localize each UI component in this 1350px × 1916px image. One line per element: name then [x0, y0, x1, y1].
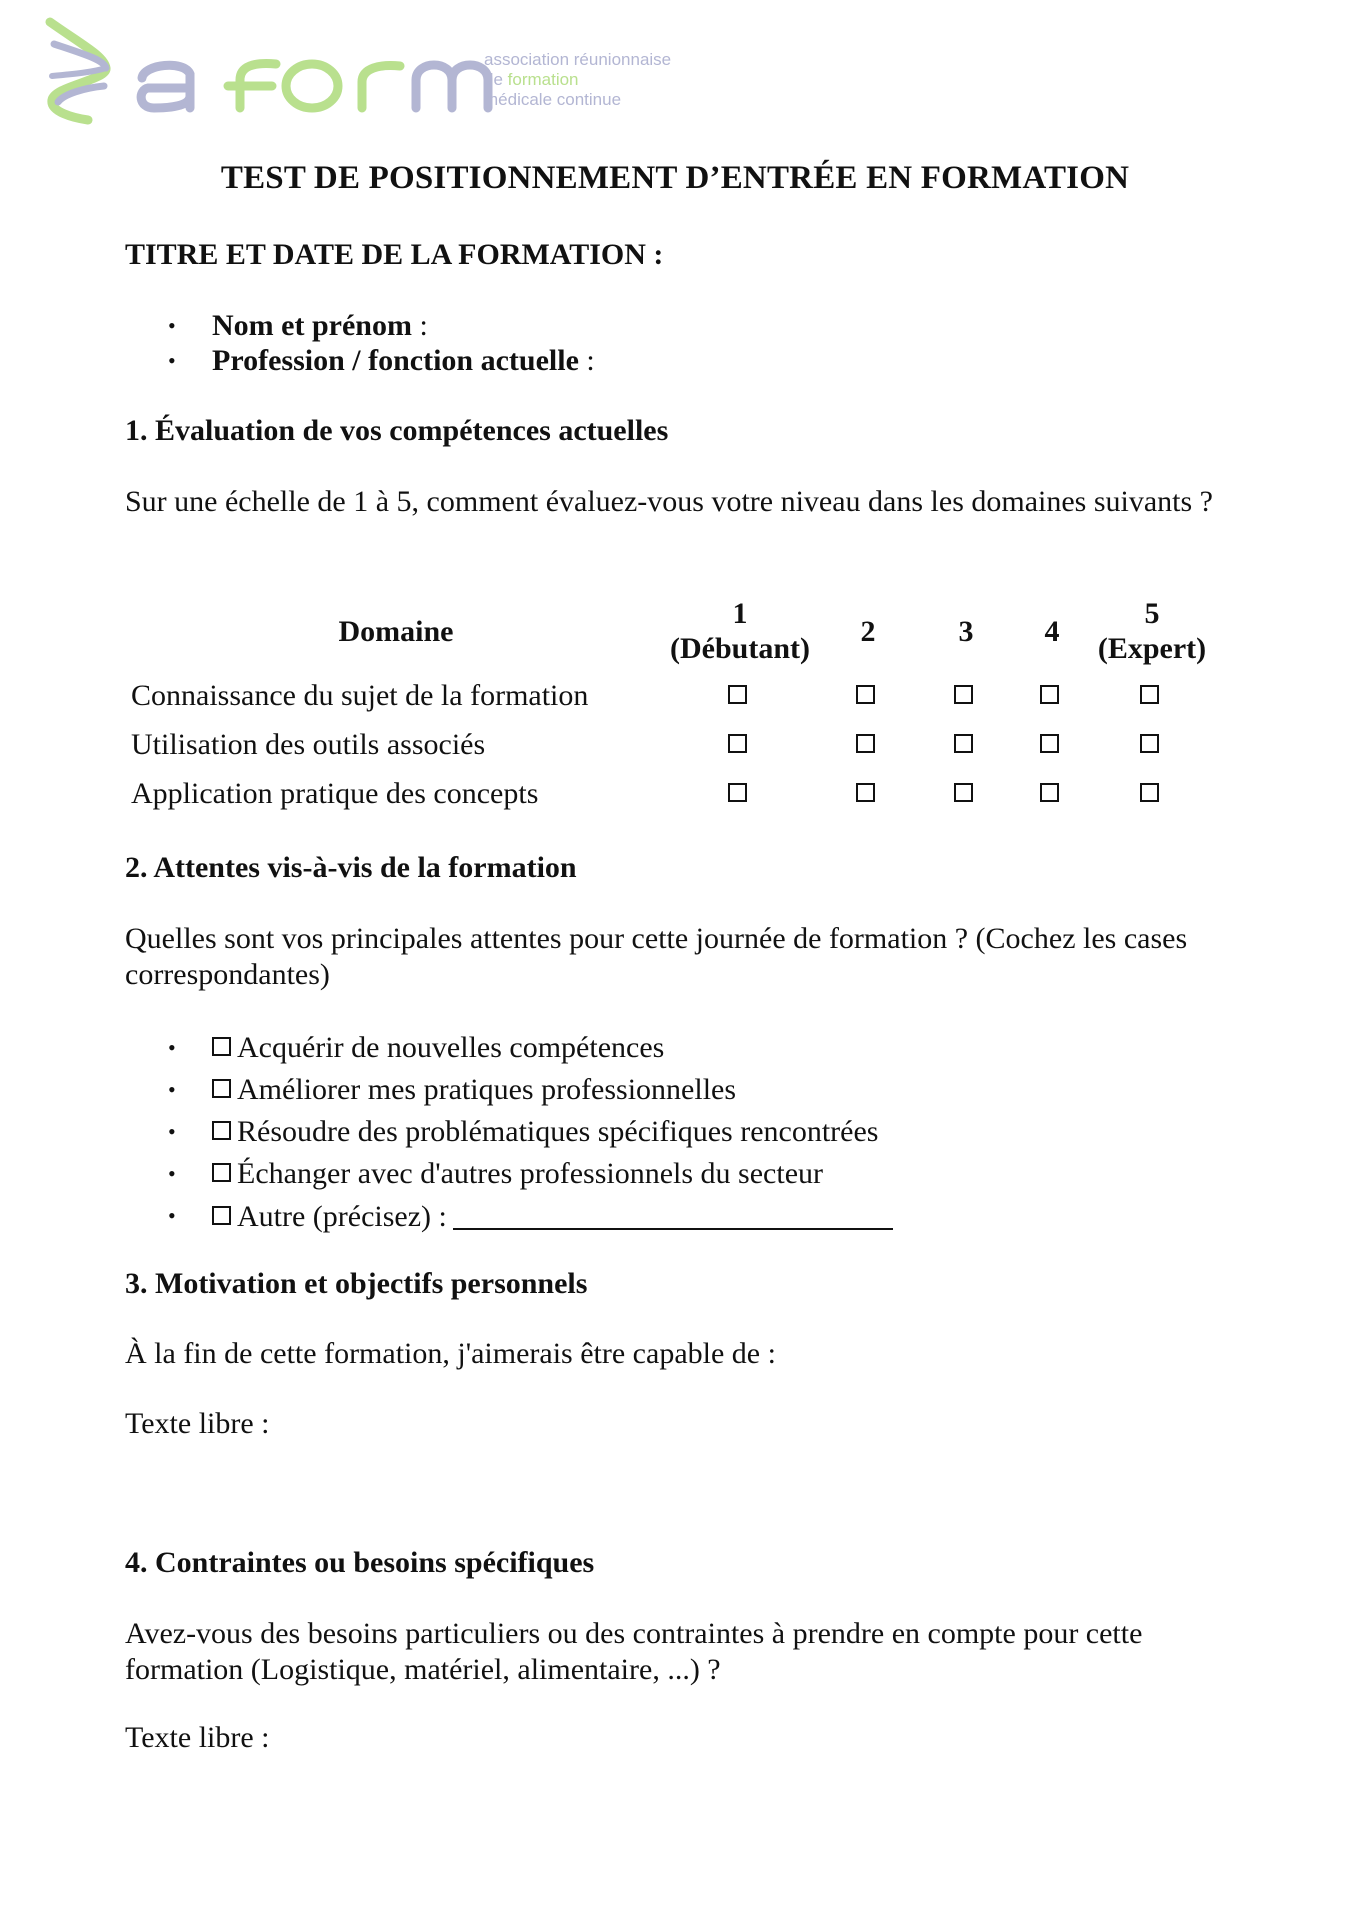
identity-label: Nom et prénom	[212, 309, 412, 342]
section3-heading: 3. Motivation et objectifs personnels	[125, 1267, 588, 1300]
logo-tagline-line1: association réunionnaise	[484, 50, 672, 69]
checkbox[interactable]	[728, 685, 747, 704]
checkbox[interactable]	[212, 1121, 231, 1140]
col-header-1	[665, 591, 815, 671]
expectation-label: Échanger avec d'autres professionnels du secteur	[237, 1157, 823, 1190]
rating-cell	[1011, 720, 1093, 769]
rating-cell	[1093, 769, 1211, 818]
logo-tagline-line3: médicale continue	[484, 90, 622, 109]
checkbox[interactable]	[1140, 685, 1159, 704]
identity-suffix: :	[578, 344, 595, 377]
section4-free-text-label: Texte libre :	[125, 1721, 270, 1754]
checkbox[interactable]	[954, 734, 973, 753]
logo-tagline	[484, 50, 671, 110]
col-header-5-label: (Expert)	[1097, 632, 1207, 665]
rating-cell	[665, 671, 815, 720]
page-title: TEST DE POSITIONNEMENT D’ENTRÉE EN FORMATION	[220, 160, 1130, 196]
checkbox[interactable]	[856, 783, 875, 802]
section1-heading: 1. Évaluation de vos compétences actuelles	[125, 414, 669, 447]
identity-list	[160, 308, 595, 378]
col-header-1-label: (Débutant)	[670, 632, 810, 665]
domain-cell: Application pratique des concepts	[131, 776, 539, 810]
col-header-3: 3	[958, 614, 974, 648]
checkbox[interactable]	[856, 734, 875, 753]
expectation-item[interactable]	[160, 1072, 893, 1114]
rating-cell	[815, 671, 921, 720]
other-answer-line[interactable]	[453, 1198, 893, 1230]
section4-heading: 4. Contraintes ou besoins spécifiques	[125, 1546, 595, 1579]
section4-prompt: Avez-vous des besoins particuliers ou des contraintes à prendre en compte pour cette formation (Logistique, matériel, alimentaire, ...) ?	[125, 1617, 1143, 1686]
logo-tagline-prefix: de	[484, 70, 508, 89]
checkbox[interactable]	[212, 1206, 231, 1225]
rating-cell	[1093, 720, 1211, 769]
rating-cell	[921, 769, 1011, 818]
identity-item-profession[interactable]	[160, 343, 595, 378]
logo-tagline-line2	[484, 70, 671, 90]
checkbox[interactable]	[212, 1079, 231, 1098]
col-header-2: 2	[860, 614, 876, 648]
table-header-row	[127, 591, 1211, 671]
expectation-label: Acquérir de nouvelles compétences	[237, 1031, 665, 1064]
checkbox[interactable]	[212, 1037, 231, 1056]
expectation-item[interactable]	[160, 1030, 893, 1072]
checkbox[interactable]	[856, 685, 875, 704]
checkbox[interactable]	[212, 1163, 231, 1182]
logo-tagline-highlight: formation	[507, 70, 579, 89]
section2-heading: 2. Attentes vis-à-vis de la formation	[125, 851, 577, 884]
rating-cell	[815, 720, 921, 769]
rating-cell	[1093, 671, 1211, 720]
table-row	[127, 769, 1211, 818]
expectations-list	[160, 1030, 893, 1240]
section2-intro: Quelles sont vos principales attentes pour cette journée de formation ? (Cochez les cases correspondantes)	[125, 922, 1188, 991]
col-header-5-num: 5	[1144, 597, 1160, 630]
expectation-label: Résoudre des problématiques spécifiques rencontrées	[237, 1115, 879, 1148]
checkbox[interactable]	[1140, 783, 1159, 802]
expectation-item[interactable]	[160, 1114, 893, 1156]
checkbox[interactable]	[1140, 734, 1159, 753]
rating-cell	[815, 769, 921, 818]
domain-cell: Utilisation des outils associés	[131, 727, 486, 761]
checkbox[interactable]	[1040, 685, 1059, 704]
section3-prompt: À la fin de cette formation, j'aimerais être capable de :	[125, 1337, 776, 1370]
col-header-1-num: 1	[732, 597, 748, 630]
skills-table	[127, 591, 1211, 818]
identity-suffix: :	[411, 309, 428, 342]
identity-label: Profession / fonction actuelle	[212, 344, 579, 377]
expectation-item[interactable]	[160, 1156, 893, 1198]
checkbox[interactable]	[728, 783, 747, 802]
checkbox[interactable]	[954, 783, 973, 802]
rating-cell	[1011, 671, 1093, 720]
checkbox[interactable]	[954, 685, 973, 704]
rating-cell	[665, 769, 815, 818]
expectation-label: Améliorer mes pratiques professionnelles	[237, 1073, 737, 1106]
rating-cell	[665, 720, 815, 769]
section1-intro: Sur une échelle de 1 à 5, comment évaluez-vous votre niveau dans les domaines suivants ?	[125, 485, 1213, 518]
checkbox[interactable]	[728, 734, 747, 753]
col-header-domain: Domaine	[338, 614, 454, 648]
training-heading: TITRE ET DATE DE LA FORMATION :	[125, 238, 664, 271]
identity-item-name[interactable]	[160, 308, 595, 343]
rating-cell	[1011, 769, 1093, 818]
table-row	[127, 671, 1211, 720]
domain-cell: Connaissance du sujet de la formation	[131, 678, 589, 712]
rating-cell	[921, 671, 1011, 720]
rating-cell	[921, 720, 1011, 769]
col-header-5	[1093, 591, 1211, 671]
expectation-item-other[interactable]	[160, 1198, 893, 1240]
checkbox[interactable]	[1040, 734, 1059, 753]
checkbox[interactable]	[1040, 783, 1059, 802]
col-header-4: 4	[1044, 614, 1060, 648]
expectation-label: Autre (précisez) :	[237, 1200, 447, 1233]
table-row	[127, 720, 1211, 769]
section3-free-text-label: Texte libre :	[125, 1407, 270, 1440]
